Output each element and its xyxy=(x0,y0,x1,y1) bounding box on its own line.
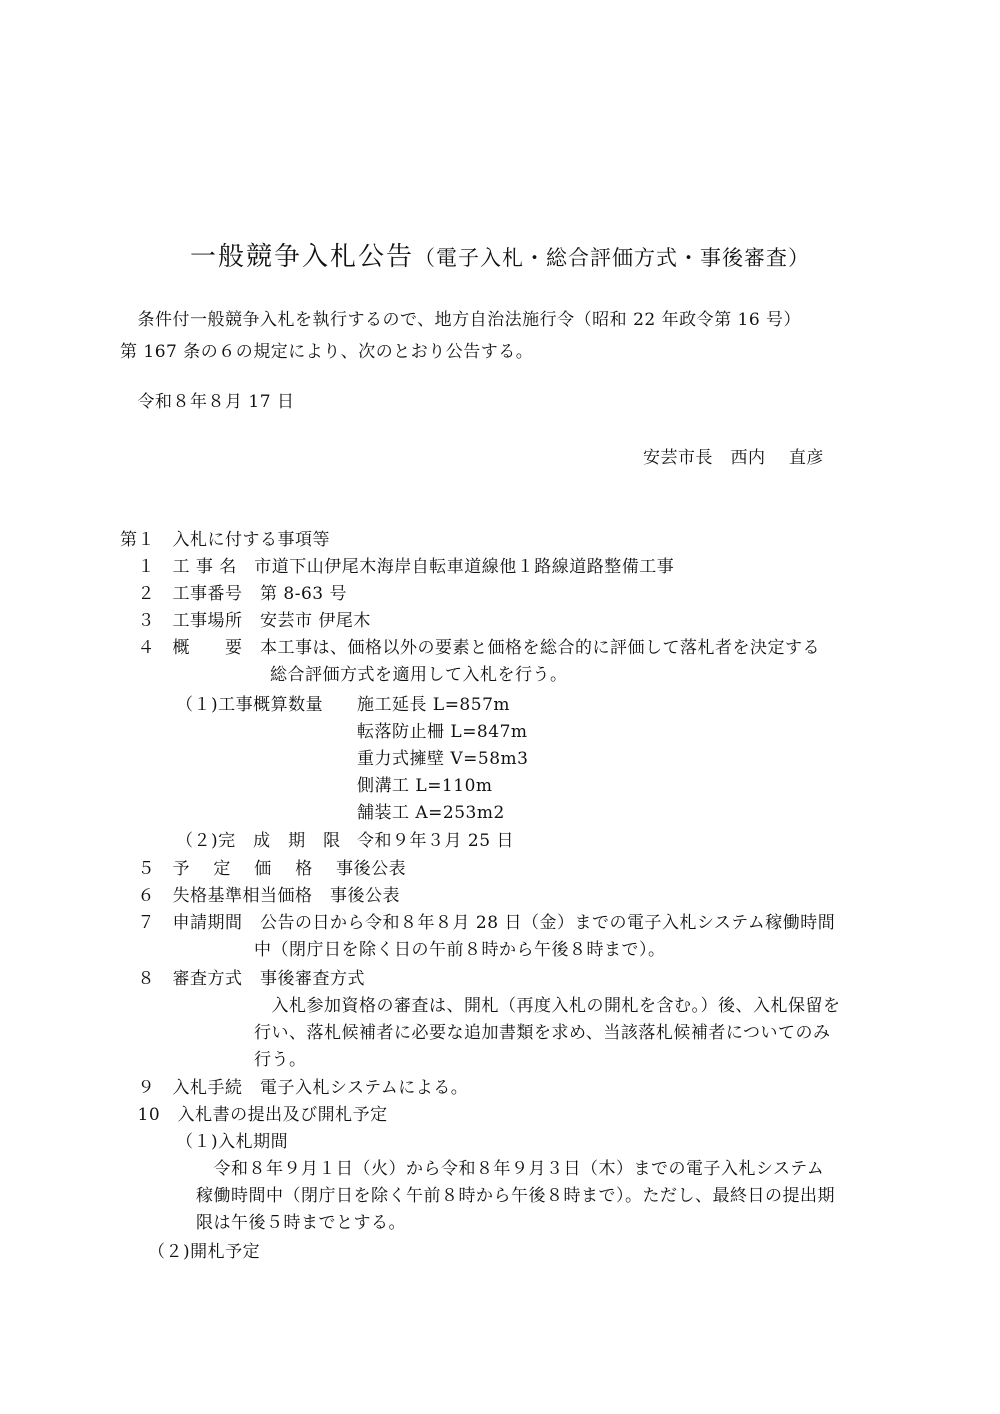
sub-2-deadline-label: （２)完 成 期 限 xyxy=(176,831,341,851)
item-7-application-period-line-2: 中（閉庁日を除く日の午前８時から午後８時まで）。 xyxy=(254,940,666,960)
item-5-estimated-price: ５ 予 定 価 格 事後公表 xyxy=(120,859,407,879)
intro-line-2: 第 167 条の６の規定により、次のとおり公告する。 xyxy=(120,342,534,362)
item-6-disqualification-price: ６ 失格基準相当価格 事後公表 xyxy=(120,886,400,906)
quantity-item: 重力式擁壁 V=58m3 xyxy=(357,749,529,769)
item-8-review-line-4: 行う。 xyxy=(254,1050,307,1070)
item-10-sub-1-line-1: 令和８年９月１日（火）から令和８年９月３日（木）までの電子入札システム xyxy=(196,1159,825,1179)
item-10-sub-2-label: （２)開札予定 xyxy=(148,1242,261,1262)
item-3-project-location: ３ 工事場所 安芸市 伊尾木 xyxy=(120,611,371,631)
item-4-overview-line-1: ４ 概 要 本工事は、価格以外の要素と価格を総合的に評価して落札者を決定する xyxy=(120,638,820,658)
quantity-item: 施工延長 L=857m xyxy=(357,695,511,715)
item-8-review-method: ８ 審査方式 事後審査方式 xyxy=(120,969,365,989)
item-10-sub-1-line-3: 限は午後５時までとする。 xyxy=(196,1213,406,1233)
item-8-review-line-3: 行い、落札候補者に必要な追加書類を求め、当該落札候補者についてのみ xyxy=(254,1023,831,1043)
quantity-item: 舗装工 A=253m2 xyxy=(357,803,505,823)
title-main: 一般競争入札公告 xyxy=(189,242,414,272)
item-8-review-line-2: 入札参加資格の審査は、開札（再度入札の開札を含む。）後、入札保留を xyxy=(254,996,841,1016)
item-10-sub-1-label: （１)入札期間 xyxy=(176,1132,289,1152)
title-subtitle: （電子入札・総合評価方式・事後審査） xyxy=(414,246,810,270)
intro-line-1: 条件付一般競争入札を執行するので、地方自治法施行令（昭和 22 年政令第 16 号） xyxy=(120,310,802,330)
sub-1-quantity-label: （１)工事概算数量 xyxy=(176,695,324,715)
issuer-name: 安芸市長 西内 直彦 xyxy=(643,448,824,468)
document-title xyxy=(0,236,1000,273)
item-1-project-name: １ 工 事 名 市道下山伊尾木海岸自転車道線他１路線道路整備工事 xyxy=(120,557,675,577)
item-7-application-period-line-1: ７ 申請期間 公告の日から令和８年８月 28 日（金）までの電子入札システム稼働時間 xyxy=(120,913,836,933)
item-10-bid-submission: 10 入札書の提出及び開札予定 xyxy=(120,1105,388,1125)
sub-2-deadline-value: 令和９年３月 25 日 xyxy=(357,831,514,851)
section-1-heading: 第１ 入札に付する事項等 xyxy=(120,530,330,550)
quantity-item: 側溝工 L=110m xyxy=(357,776,493,796)
quantity-item: 転落防止柵 L=847m xyxy=(357,722,528,742)
item-2-project-number: ２ 工事番号 第 8-63 号 xyxy=(120,584,347,604)
item-10-sub-1-line-2: 稼働時間中（閉庁日を除く午前８時から午後８時まで）。ただし、最終日の提出期 xyxy=(196,1186,835,1206)
item-4-overview-line-2: 総合評価方式を適用して入札を行う。 xyxy=(270,665,568,685)
item-9-bid-procedure: ９ 入札手続 電子入札システムによる。 xyxy=(120,1078,469,1098)
notice-date: 令和８年８月 17 日 xyxy=(120,392,295,412)
